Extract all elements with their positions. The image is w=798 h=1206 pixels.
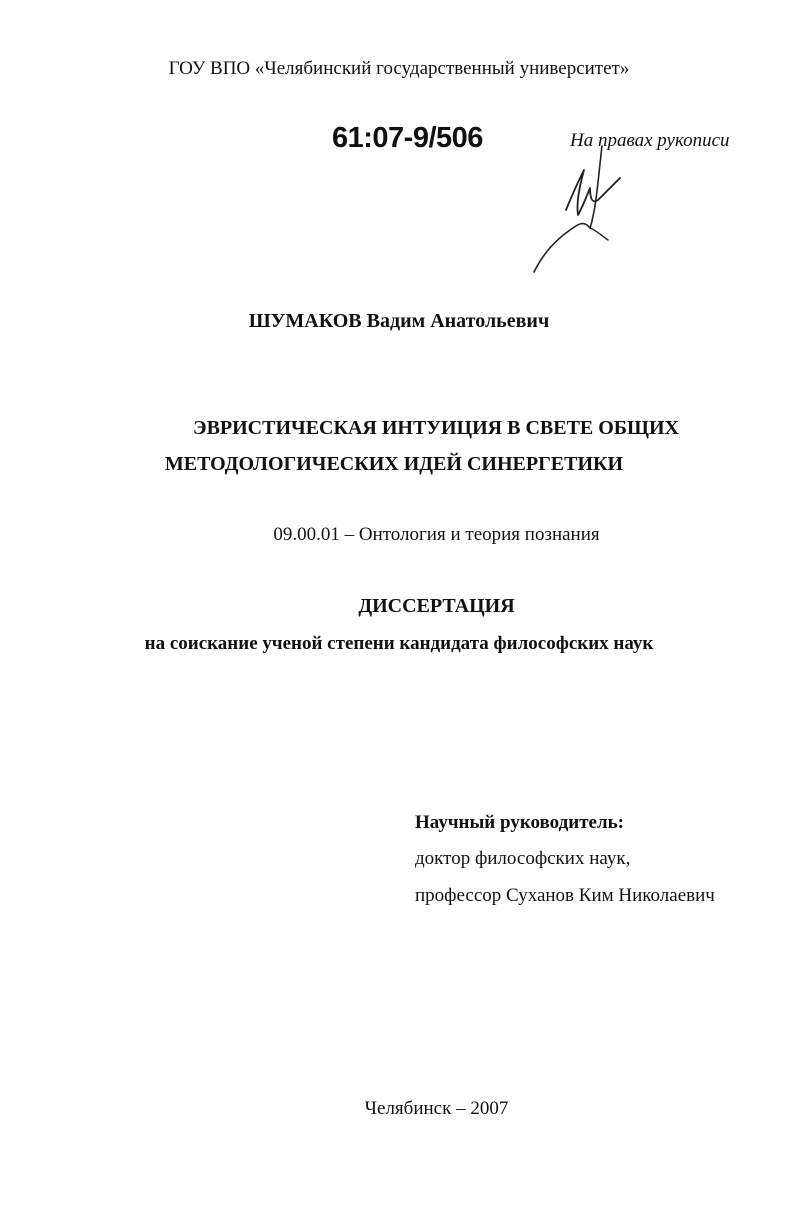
dissertation-heading: ДИССЕРТАЦИЯ: [358, 595, 515, 617]
supervisor-name: профессор Суханов Ким Николаевич: [415, 885, 715, 906]
dissertation-title-line-2: МЕТОДОЛОГИЧЕСКИХ ИДЕЙ СИНЕРГЕТИКИ: [164, 453, 624, 475]
specialty-code: 09.00.01 – Онтология и теория познания: [273, 524, 600, 545]
degree-statement: на соискание ученой степени кандидата философских наук: [144, 633, 654, 654]
author-name: ШУМАКОВ Вадим Анатольевич: [248, 310, 550, 332]
city-year: Челябинск – 2007: [364, 1098, 509, 1119]
supervisor-degree: доктор философских наук,: [415, 848, 631, 869]
dissertation-title-line-1: ЭВРИСТИЧЕСКАЯ ИНТУИЦИЯ В СВЕТЕ ОБЩИХ: [193, 417, 679, 439]
archive-code: 61:07-9/506: [332, 122, 483, 154]
manuscript-rights-note: На правах рукописи: [570, 130, 730, 151]
institution-name: ГОУ ВПО «Челябинский государственный университет»: [168, 58, 630, 79]
author-signature: [520, 140, 650, 275]
supervisor-label: Научный руководитель:: [415, 812, 624, 833]
